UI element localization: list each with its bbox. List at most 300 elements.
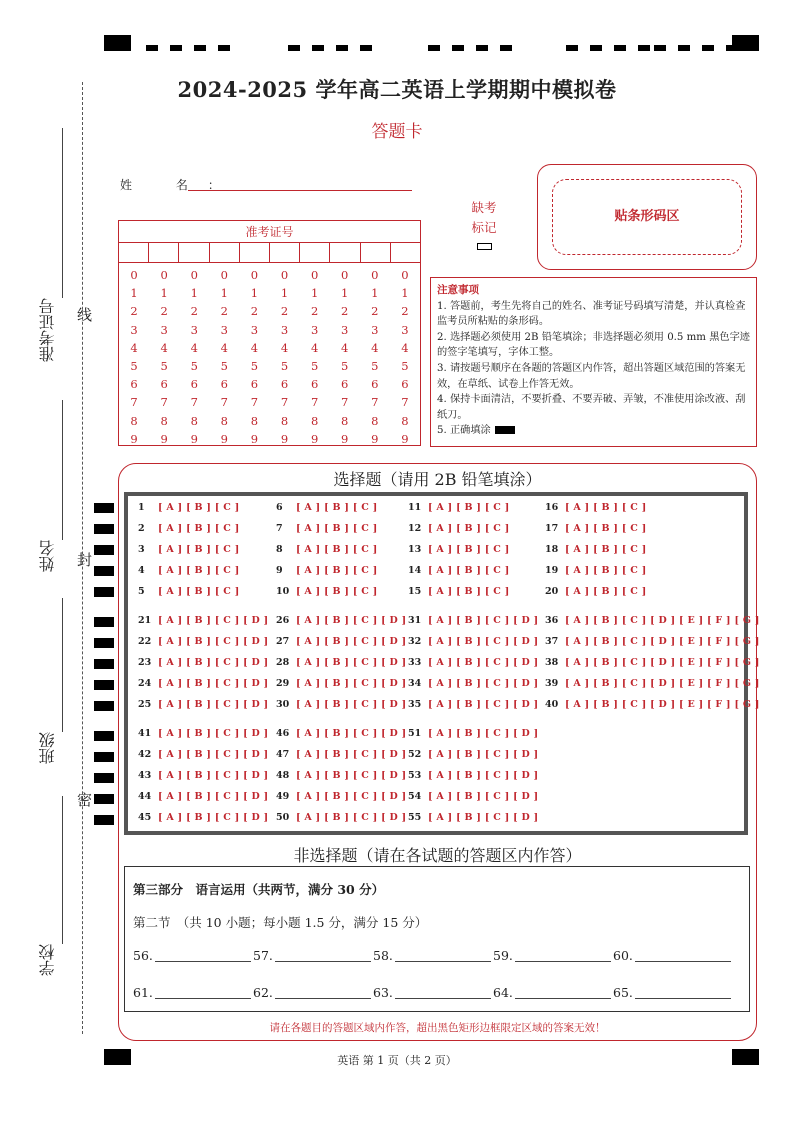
exam-id-digit[interactable]: 0	[220, 268, 228, 282]
exam-id-digit[interactable]: 2	[401, 304, 409, 319]
answer-options[interactable]: [ A ] [ B ] [ C ] [ D ]	[158, 770, 269, 781]
question-7[interactable]	[276, 523, 378, 534]
exam-id-digit[interactable]: 1	[220, 286, 228, 301]
question-47[interactable]	[276, 749, 406, 760]
exam-id-digit[interactable]: 7	[310, 395, 319, 410]
corner-mark	[732, 1049, 759, 1065]
answer-options[interactable]: [ A ] [ B ] [ C ] [ D ]	[428, 678, 539, 689]
exam-id-digit[interactable]: 0	[371, 268, 379, 282]
question-13[interactable]	[408, 544, 510, 555]
exam-id-digit[interactable]: 6	[130, 377, 138, 392]
question-number: 32	[408, 636, 422, 647]
answer-options[interactable]: [ A ] [ B ] [ C ] [ D ]	[158, 812, 269, 823]
margin-write-line[interactable]	[62, 400, 63, 540]
question-number: 8	[276, 544, 283, 555]
answer-options[interactable]: [ A ] [ B ] [ C ] [ D ] [ E ] [ F ] [ G ]	[565, 657, 760, 668]
question-15[interactable]	[408, 586, 510, 597]
answer-options[interactable]: [ A ] [ B ] [ C ]	[565, 544, 647, 555]
exam-id-digit-column[interactable]	[149, 266, 179, 448]
question-45[interactable]	[138, 812, 268, 823]
notice-item: 2. 选择题必须使用 2B 铅笔填涂；非选择题必须用 0.5 mm 黑色字迹的签字笔填写，字体工整。	[437, 331, 750, 359]
question-30[interactable]	[276, 699, 406, 710]
question-6[interactable]	[276, 502, 378, 513]
margin-write-line[interactable]	[62, 128, 63, 298]
question-number: 55	[408, 812, 422, 823]
exam-id-digit[interactable]: 3	[160, 322, 168, 337]
exam-id-digit[interactable]: 2	[280, 304, 289, 319]
exam-id-digit[interactable]: 3	[341, 322, 349, 337]
exam-id-digit[interactable]: 6	[371, 377, 379, 392]
answer-options[interactable]: [ A ] [ B ] [ C ] [ D ]	[296, 615, 407, 626]
timing-mark	[614, 45, 626, 51]
timing-mark	[678, 45, 690, 51]
question-41[interactable]	[138, 728, 268, 739]
exam-id-digit[interactable]: 8	[371, 413, 379, 428]
exam-id-digit[interactable]: 6	[280, 377, 289, 392]
answer-options[interactable]: [ A ] [ B ] [ C ]	[565, 586, 647, 597]
exam-id-digit[interactable]: 0	[160, 268, 168, 282]
absence-mark-box[interactable]	[477, 243, 492, 250]
answer-options[interactable]: [ A ] [ B ] [ C ] [ D ]	[296, 770, 407, 781]
answer-options[interactable]: [ A ] [ B ] [ C ]	[296, 502, 378, 513]
exam-id-digit[interactable]: 4	[190, 340, 198, 355]
question-3[interactable]	[138, 544, 240, 555]
answer-options[interactable]: [ A ] [ B ] [ C ] [ D ]	[158, 699, 269, 710]
question-33[interactable]	[408, 657, 538, 668]
question-11[interactable]	[408, 502, 510, 513]
timing-mark	[702, 45, 714, 51]
page-subtitle: 答题卡	[371, 122, 423, 142]
margin-write-line[interactable]	[62, 796, 63, 944]
answer-options[interactable]: [ A ] [ B ] [ C ] [ D ]	[296, 678, 407, 689]
margin-exam-id-label: 准考证号	[38, 298, 57, 362]
answer-options[interactable]: [ A ] [ B ] [ C ] [ D ]	[428, 812, 539, 823]
question-14[interactable]	[408, 565, 510, 576]
answer-options[interactable]: [ A ] [ B ] [ C ]	[296, 523, 378, 534]
exam-id-digit[interactable]: 9	[220, 431, 228, 446]
exam-id-digit[interactable]: 2	[310, 304, 319, 319]
blank-line[interactable]	[395, 961, 491, 962]
blank-line[interactable]	[155, 961, 251, 962]
answer-options[interactable]: [ A ] [ B ] [ C ] [ D ]	[428, 699, 539, 710]
exam-id-digit[interactable]: 2	[250, 304, 259, 319]
exam-id-digit[interactable]: 2	[130, 304, 138, 319]
question-number: 24	[138, 678, 152, 689]
answer-options[interactable]: [ A ] [ B ] [ C ] [ D ] [ E ] [ F ] [ G ]	[565, 615, 760, 626]
timing-mark	[336, 45, 348, 51]
exam-id-digit[interactable]: 0	[341, 268, 349, 282]
question-number: 36	[545, 615, 559, 626]
question-2[interactable]	[138, 523, 240, 534]
exam-id-digit[interactable]: 0	[310, 268, 319, 282]
answer-options[interactable]: [ A ] [ B ] [ C ] [ D ]	[428, 657, 539, 668]
answer-options[interactable]: [ A ] [ B ] [ C ] [ D ] [ E ] [ F ] [ G ]	[565, 636, 760, 647]
answer-options[interactable]: [ A ] [ B ] [ C ]	[158, 502, 240, 513]
question-number: 35	[408, 699, 422, 710]
exam-id-digit[interactable]: 4	[401, 340, 409, 355]
exam-id-digit[interactable]: 8	[160, 413, 168, 428]
question-24[interactable]	[138, 678, 268, 689]
exam-id-digit[interactable]: 7	[371, 395, 379, 410]
exam-id-digit[interactable]: 7	[190, 395, 198, 410]
exam-id-digit-column[interactable]	[390, 266, 420, 448]
answer-options[interactable]: [ A ] [ B ] [ C ]	[565, 565, 647, 576]
question-18[interactable]	[545, 544, 647, 555]
exam-id-digit[interactable]: 7	[401, 395, 409, 410]
answer-options[interactable]: [ A ] [ B ] [ C ] [ D ]	[428, 770, 539, 781]
exam-id-digit[interactable]: 7	[341, 395, 349, 410]
question-52[interactable]	[408, 749, 538, 760]
question-20[interactable]	[545, 586, 647, 597]
blank-line[interactable]	[635, 961, 731, 962]
exam-id-digit[interactable]: 9	[371, 431, 379, 446]
answer-options[interactable]: [ A ] [ B ] [ C ]	[565, 523, 647, 534]
exam-id-digit[interactable]: 5	[160, 359, 168, 374]
seal-char-mi: 密	[77, 791, 93, 809]
answer-options[interactable]: [ A ] [ B ] [ C ]	[428, 544, 510, 555]
page-title: 2024-2025 学年高二英语上学期期中模拟卷	[177, 77, 617, 102]
exam-id-digit[interactable]: 6	[160, 377, 168, 392]
question-36[interactable]	[545, 615, 760, 626]
exam-id-digit[interactable]: 5	[310, 359, 319, 374]
question-number: 40	[545, 699, 559, 710]
exam-id-digit[interactable]: 1	[371, 286, 379, 301]
exam-id-digit[interactable]: 9	[401, 431, 409, 446]
blank-line[interactable]	[635, 998, 731, 999]
exam-id-digit[interactable]: 6	[341, 377, 349, 392]
exam-id-digit-column[interactable]	[239, 266, 269, 448]
exam-id-digit[interactable]: 3	[310, 322, 319, 337]
exam-id-digit[interactable]: 2	[341, 304, 349, 319]
question-44[interactable]	[138, 791, 268, 802]
exam-id-digit[interactable]: 0	[190, 268, 198, 282]
question-number: 17	[545, 523, 559, 534]
question-number: 2	[138, 523, 145, 534]
side-mark	[94, 638, 114, 648]
question-23[interactable]	[138, 657, 268, 668]
answer-options[interactable]: [ A ] [ B ] [ C ] [ D ]	[158, 615, 269, 626]
exam-id-digit[interactable]: 4	[310, 340, 319, 355]
question-51[interactable]	[408, 728, 538, 739]
blank-56[interactable]	[133, 948, 251, 963]
exam-id-digit[interactable]: 4	[130, 340, 138, 355]
question-4[interactable]	[138, 565, 240, 576]
question-29[interactable]	[276, 678, 406, 689]
exam-id-digit[interactable]: 6	[220, 377, 228, 392]
side-mark	[94, 659, 114, 669]
question-35[interactable]	[408, 699, 538, 710]
exam-id-digit[interactable]: 8	[190, 413, 198, 428]
question-8[interactable]	[276, 544, 378, 555]
answer-options[interactable]: [ A ] [ B ] [ C ] [ D ]	[296, 749, 407, 760]
blank-64[interactable]	[493, 985, 611, 1000]
exam-id-digit[interactable]: 2	[160, 304, 168, 319]
exam-id-digit[interactable]: 4	[341, 340, 349, 355]
answer-options[interactable]: [ A ] [ B ] [ C ] [ D ]	[158, 728, 269, 739]
exam-id-digit[interactable]: 1	[341, 286, 349, 301]
exam-id-digit[interactable]: 5	[280, 359, 289, 374]
question-number: 12	[408, 523, 422, 534]
exam-id-digit[interactable]: 6	[190, 377, 198, 392]
timing-mark	[428, 45, 440, 51]
margin-school-label: 学校	[38, 944, 57, 976]
question-39[interactable]	[545, 678, 760, 689]
timing-mark	[476, 45, 488, 51]
exam-id-digit[interactable]: 8	[130, 413, 138, 428]
exam-id-digit[interactable]: 9	[341, 431, 349, 446]
answer-options[interactable]: [ A ] [ B ] [ C ] [ D ]	[296, 812, 407, 823]
exam-id-digit-column[interactable]	[360, 266, 390, 448]
answer-options[interactable]: [ A ] [ B ] [ C ] [ D ]	[158, 636, 269, 647]
exam-id-digit[interactable]: 1	[310, 286, 319, 301]
question-5[interactable]	[138, 586, 240, 597]
margin-write-line[interactable]	[62, 598, 63, 732]
answer-options[interactable]: [ A ] [ B ] [ C ] [ D ] [ E ] [ F ] [ G ]	[565, 678, 760, 689]
question-number: 34	[408, 678, 422, 689]
exam-id-digit[interactable]: 0	[250, 268, 259, 282]
question-54[interactable]	[408, 791, 538, 802]
exam-id-digit[interactable]: 1	[190, 286, 198, 301]
question-38[interactable]	[545, 657, 760, 668]
blank-61[interactable]	[133, 985, 251, 1000]
exam-id-digit[interactable]: 4	[250, 340, 259, 355]
exam-id-digit[interactable]: 4	[160, 340, 168, 355]
question-number: 37	[545, 636, 559, 647]
side-mark	[94, 680, 114, 690]
notice-item-text: 5. 正确填涂	[437, 425, 491, 437]
answer-options[interactable]: [ A ] [ B ] [ C ]	[428, 565, 510, 576]
answer-options[interactable]: [ A ] [ B ] [ C ]	[158, 586, 240, 597]
section2-heading: 第二节 （共 10 小题；每小题 1.5 分，满分 15 分）	[133, 915, 428, 930]
blank-line[interactable]	[275, 961, 371, 962]
exam-id-digit[interactable]: 1	[250, 286, 259, 301]
answer-options[interactable]: [ A ] [ B ] [ C ]	[428, 523, 510, 534]
exam-id-digit[interactable]: 1	[280, 286, 289, 301]
timing-mark	[590, 45, 602, 51]
question-17[interactable]	[545, 523, 647, 534]
exam-id-write-cells[interactable]	[119, 243, 420, 263]
question-37[interactable]	[545, 636, 760, 647]
answer-options[interactable]: [ A ] [ B ] [ C ] [ D ]	[158, 749, 269, 760]
answer-options[interactable]: [ A ] [ B ] [ C ]	[158, 523, 240, 534]
exam-id-digit[interactable]: 9	[190, 431, 198, 446]
timing-mark	[500, 45, 512, 51]
blank-line[interactable]	[515, 998, 611, 999]
exam-id-digit[interactable]: 9	[130, 431, 138, 446]
question-32[interactable]	[408, 636, 538, 647]
question-1[interactable]	[138, 502, 240, 513]
question-46[interactable]	[276, 728, 406, 739]
exam-id-digit[interactable]: 5	[130, 359, 138, 374]
exam-id-digit[interactable]: 9	[250, 431, 259, 446]
exam-id-digit[interactable]: 8	[401, 413, 409, 428]
exam-id-digit[interactable]: 8	[310, 413, 319, 428]
blank-60[interactable]	[613, 948, 731, 963]
exam-id-digit[interactable]: 3	[401, 322, 409, 337]
answer-options[interactable]: [ A ] [ B ] [ C ] [ D ]	[296, 636, 407, 647]
exam-id-digit[interactable]: 5	[341, 359, 349, 374]
name-label: 姓 名：	[120, 178, 240, 192]
exam-id-digit-column[interactable]	[269, 266, 299, 448]
timing-mark	[566, 45, 578, 51]
exam-id-digit[interactable]: 5	[220, 359, 228, 374]
exam-id-digit[interactable]: 7	[280, 395, 289, 410]
answer-options[interactable]: [ A ] [ B ] [ C ]	[565, 502, 647, 513]
question-number: 27	[276, 636, 290, 647]
exam-id-digit[interactable]: 6	[401, 377, 409, 392]
answer-options[interactable]: [ A ] [ B ] [ C ] [ D ]	[428, 749, 539, 760]
exam-id-digit[interactable]: 0	[401, 268, 409, 282]
question-16[interactable]	[545, 502, 647, 513]
answer-options[interactable]: [ A ] [ B ] [ C ] [ D ]	[296, 728, 407, 739]
exam-id-digit[interactable]: 8	[250, 413, 259, 428]
question-9[interactable]	[276, 565, 378, 576]
question-number: 25	[138, 699, 152, 710]
exam-id-digit[interactable]: 0	[130, 268, 138, 282]
exam-id-digit[interactable]: 8	[220, 413, 228, 428]
question-number: 26	[276, 615, 290, 626]
answer-area-warning: 请在各题目的答题区域内作答，超出黑色矩形边框限定区域的答案无效！	[269, 1022, 606, 1034]
question-27[interactable]	[276, 636, 406, 647]
exam-id-digit[interactable]: 1	[130, 286, 138, 301]
corner-mark	[104, 1049, 131, 1065]
exam-id-digit[interactable]: 2	[220, 304, 228, 319]
blank-65[interactable]	[613, 985, 731, 1000]
answer-options[interactable]: [ A ] [ B ] [ C ] [ D ]	[428, 791, 539, 802]
question-25[interactable]	[138, 699, 268, 710]
question-10[interactable]	[276, 586, 378, 597]
exam-id-digit-column[interactable]	[330, 266, 360, 448]
blank-line[interactable]	[275, 998, 371, 999]
answer-options[interactable]: [ A ] [ B ] [ C ]	[158, 544, 240, 555]
timing-mark	[194, 45, 206, 51]
blank-59[interactable]	[493, 948, 611, 963]
question-34[interactable]	[408, 678, 538, 689]
exam-id-digit[interactable]: 3	[130, 322, 138, 337]
answer-options[interactable]: [ A ] [ B ] [ C ] [ D ]	[296, 657, 407, 668]
answer-options[interactable]: [ A ] [ B ] [ C ]	[428, 586, 510, 597]
exam-id-digit[interactable]: 9	[310, 431, 319, 446]
exam-id-digit[interactable]: 3	[371, 322, 379, 337]
question-31[interactable]	[408, 615, 538, 626]
answer-options[interactable]: [ A ] [ B ] [ C ] [ D ]	[158, 678, 269, 689]
question-21[interactable]	[138, 615, 268, 626]
seal-char-feng: 封	[77, 551, 93, 569]
exam-id-digit[interactable]: 2	[371, 304, 379, 319]
question-43[interactable]	[138, 770, 268, 781]
exam-id-digit[interactable]: 9	[280, 431, 289, 446]
blank-63[interactable]	[373, 985, 491, 1000]
answer-options[interactable]: [ A ] [ B ] [ C ] [ D ]	[158, 791, 269, 802]
exam-id-digit[interactable]: 7	[250, 395, 259, 410]
blank-number: 59.	[493, 948, 513, 963]
question-number: 48	[276, 770, 290, 781]
exam-id-digit-column[interactable]	[119, 266, 149, 448]
blank-number: 58.	[373, 948, 393, 963]
nonchoice-section-title: 非选择题（请在各试题的答题区内作答）	[293, 846, 582, 865]
blank-57[interactable]	[253, 948, 371, 963]
blank-number: 57.	[253, 948, 273, 963]
exam-id-digit-column[interactable]	[209, 266, 239, 448]
blank-line[interactable]	[395, 998, 491, 999]
question-55[interactable]	[408, 812, 538, 823]
blank-62[interactable]	[253, 985, 371, 1000]
exam-id-digit[interactable]: 5	[371, 359, 379, 374]
exam-id-digit[interactable]: 3	[280, 322, 289, 337]
exam-id-digit[interactable]: 5	[401, 359, 409, 374]
exam-id-digit-column[interactable]	[179, 266, 209, 448]
answer-options[interactable]: [ A ] [ B ] [ C ]	[428, 502, 510, 513]
blank-line[interactable]	[155, 998, 251, 999]
question-50[interactable]	[276, 812, 406, 823]
answer-options[interactable]: [ A ] [ B ] [ C ] [ D ]	[296, 699, 407, 710]
exam-id-digit[interactable]: 9	[160, 431, 168, 446]
answer-options[interactable]: [ A ] [ B ] [ C ] [ D ]	[158, 657, 269, 668]
question-19[interactable]	[545, 565, 647, 576]
question-number: 6	[276, 502, 283, 513]
exam-id-digit[interactable]: 3	[190, 322, 198, 337]
exam-id-digit[interactable]: 4	[280, 340, 289, 355]
exam-id-digit[interactable]: 2	[190, 304, 198, 319]
exam-id-digit[interactable]: 8	[341, 413, 349, 428]
exam-id-digit-columns[interactable]	[119, 263, 420, 448]
exam-id-digit[interactable]: 7	[160, 395, 168, 410]
exam-id-digit-column[interactable]	[300, 266, 330, 448]
question-53[interactable]	[408, 770, 538, 781]
question-12[interactable]	[408, 523, 510, 534]
blank-line[interactable]	[515, 961, 611, 962]
exam-id-digit[interactable]: 5	[250, 359, 259, 374]
exam-id-digit[interactable]: 5	[190, 359, 198, 374]
exam-id-digit[interactable]: 6	[250, 377, 259, 392]
answer-options[interactable]: [ A ] [ B ] [ C ]	[296, 544, 378, 555]
answer-options[interactable]: [ A ] [ B ] [ C ]	[296, 586, 378, 597]
question-48[interactable]	[276, 770, 406, 781]
question-26[interactable]	[276, 615, 406, 626]
exam-id-digit[interactable]: 3	[250, 322, 259, 337]
exam-id-digit[interactable]: 3	[220, 322, 228, 337]
exam-id-digit[interactable]: 0	[280, 268, 289, 282]
answer-options[interactable]: [ A ] [ B ] [ C ] [ D ]	[296, 791, 407, 802]
exam-id-digit[interactable]: 7	[220, 395, 228, 410]
exam-id-digit[interactable]: 6	[310, 377, 319, 392]
answer-options[interactable]: [ A ] [ B ] [ C ] [ D ] [ E ] [ F ] [ G ]	[565, 699, 760, 710]
question-40[interactable]	[545, 699, 760, 710]
question-49[interactable]	[276, 791, 406, 802]
answer-options[interactable]: [ A ] [ B ] [ C ]	[158, 565, 240, 576]
exam-id-digit[interactable]: 8	[280, 413, 289, 428]
exam-id-digit[interactable]: 7	[130, 395, 138, 410]
question-22[interactable]	[138, 636, 268, 647]
exam-id-digit[interactable]: 1	[401, 286, 409, 301]
exam-id-digit[interactable]: 4	[371, 340, 379, 355]
question-42[interactable]	[138, 749, 268, 760]
question-number: 11	[408, 502, 422, 513]
exam-id-digit[interactable]: 4	[220, 340, 228, 355]
question-number: 49	[276, 791, 290, 802]
exam-id-digit[interactable]: 1	[160, 286, 168, 301]
answer-options[interactable]: [ A ] [ B ] [ C ] [ D ]	[428, 728, 539, 739]
answer-options[interactable]: [ A ] [ B ] [ C ] [ D ]	[428, 636, 539, 647]
question-28[interactable]	[276, 657, 406, 668]
answer-options[interactable]: [ A ] [ B ] [ C ] [ D ]	[428, 615, 539, 626]
name-field[interactable]	[188, 190, 412, 191]
margin-name-label: 姓名	[38, 540, 57, 572]
question-number: 13	[408, 544, 422, 555]
answer-options[interactable]: [ A ] [ B ] [ C ]	[296, 565, 378, 576]
blank-58[interactable]	[373, 948, 491, 963]
question-number: 54	[408, 791, 422, 802]
